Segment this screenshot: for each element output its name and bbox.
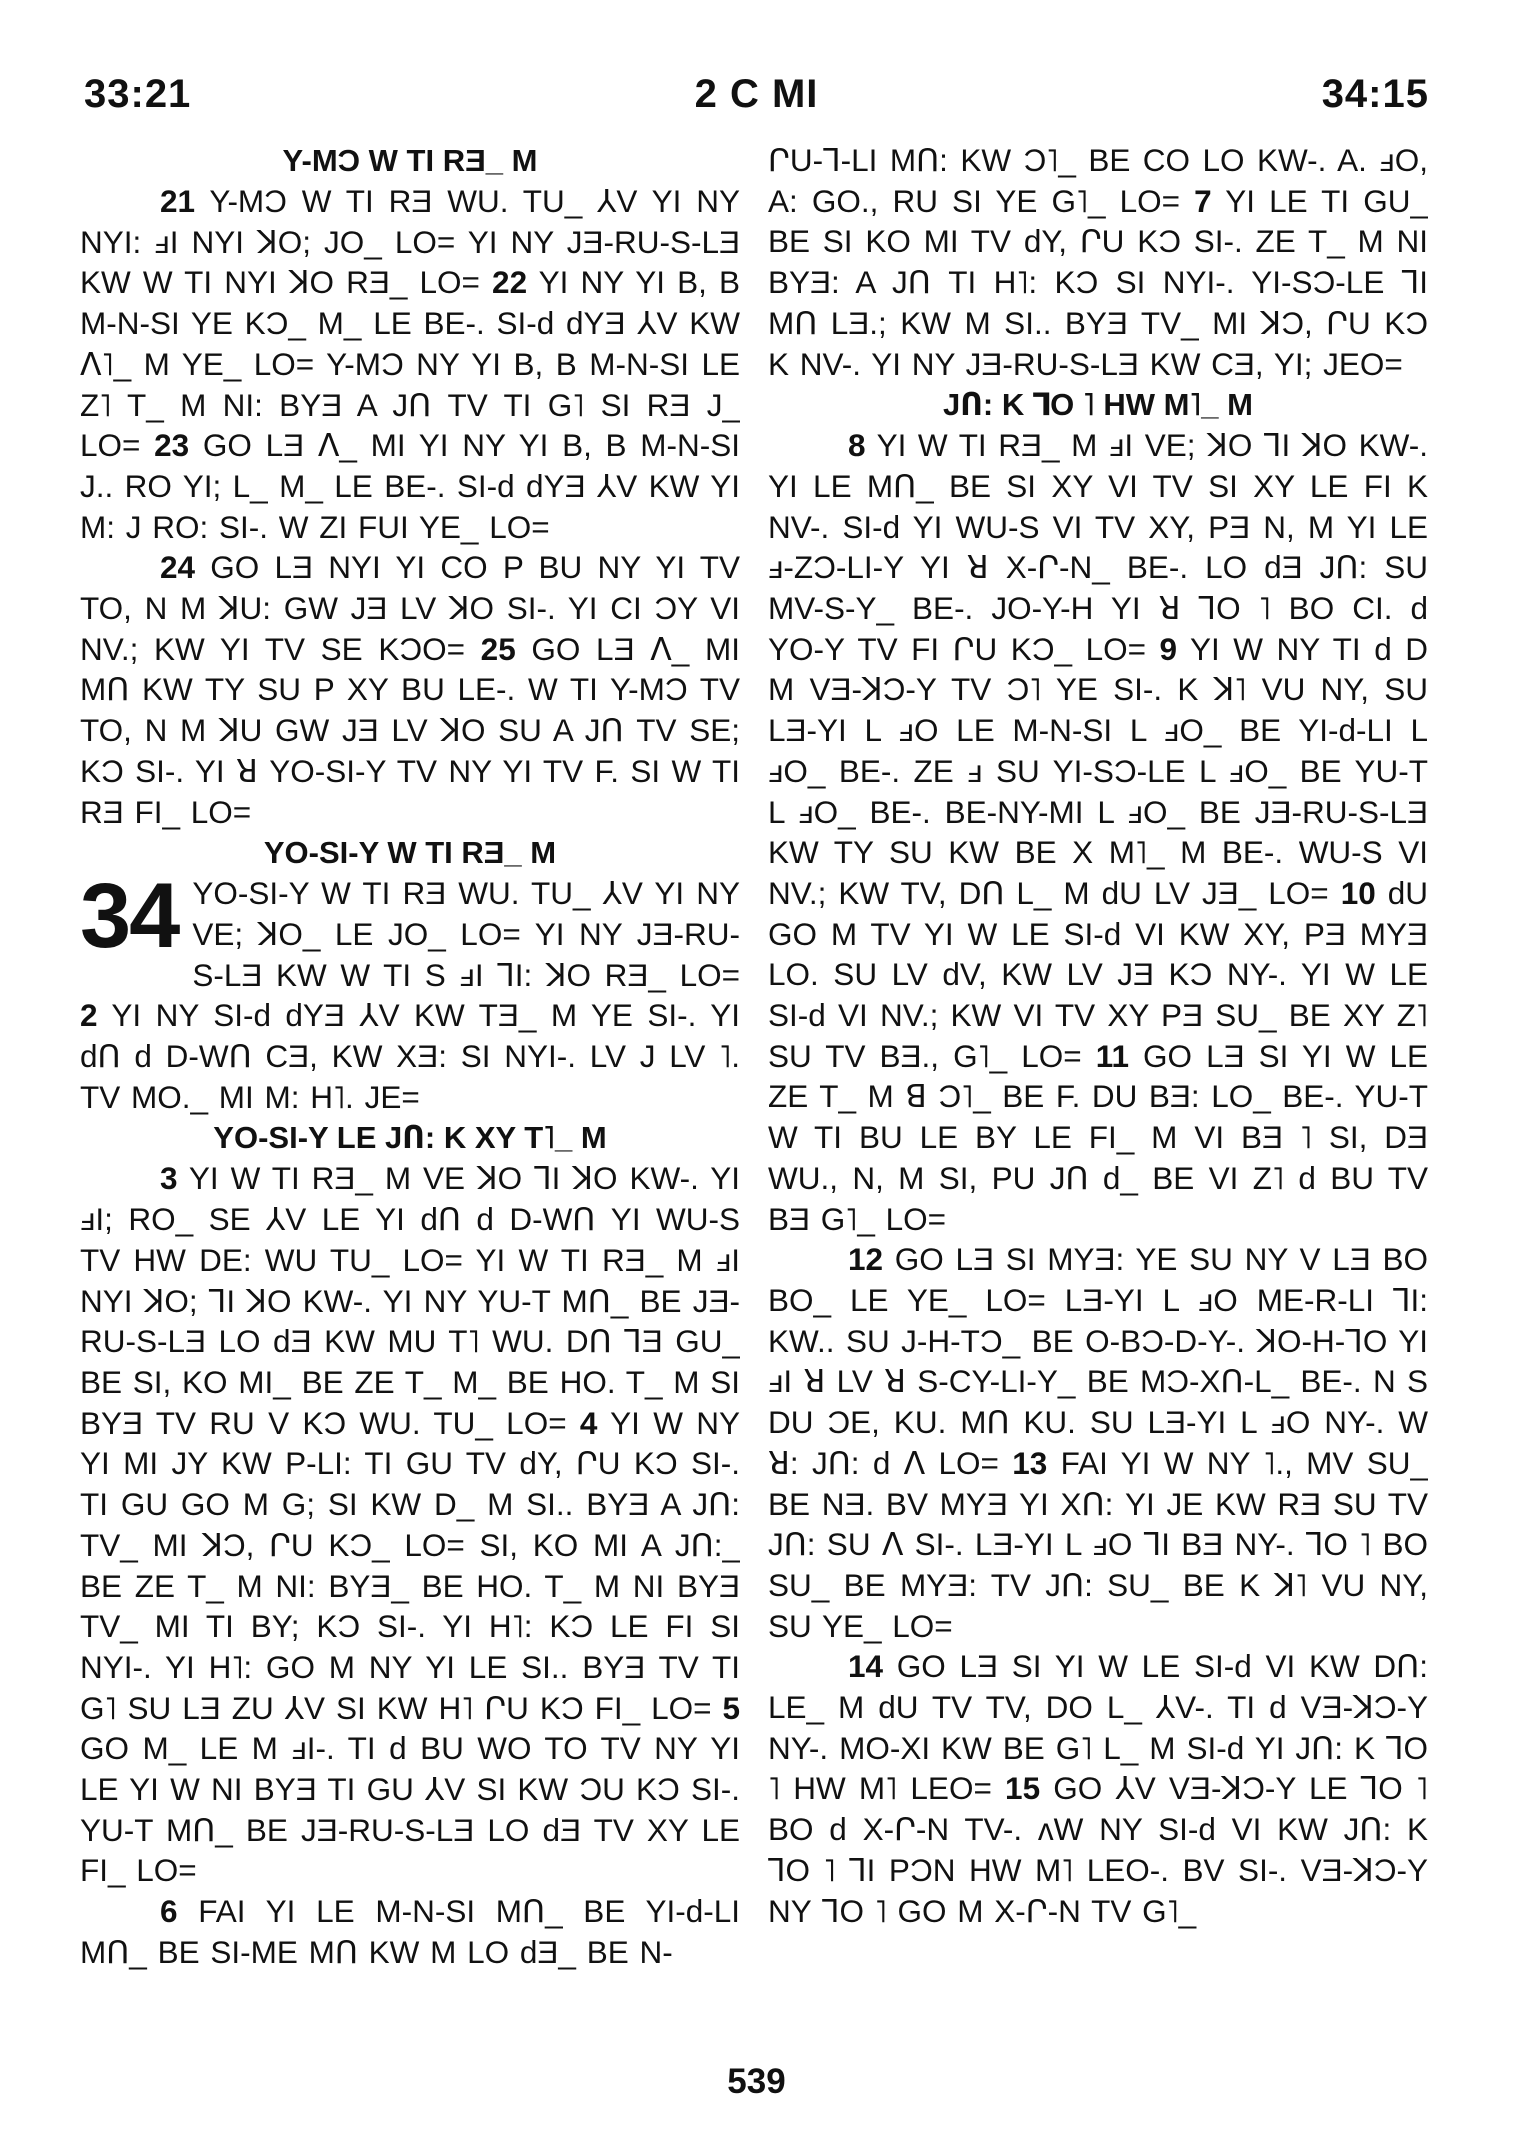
verse-text: GO LƎ ꓥ_ MI YI NY YI B, B M-N-SI J.. RO YI; L_ M_ LE BE-. SI-d dYƎ ⅄V KW YI M: J RO: SI-. W ZI FUI YE_ LO= — [80, 427, 740, 545]
verse-number: 5 — [722, 1689, 740, 1726]
verse-text: GO LƎ SI YI W LE ZE T_ M ꓭ Ɔ˥_ BE F. DU BƎ: LO_ BE-. YU-T W TI BU LE BY LE FI_ M VI BƎ ˥ SI, DƎ WU., N, M SI, PU JՈ d_ BE VI Z˥ d BU TV BƎ G˥_ LO= — [768, 1037, 1428, 1237]
verse-number: 23 — [154, 427, 190, 464]
verse-number: 13 — [1012, 1444, 1048, 1481]
verse-number: 4 — [579, 1404, 598, 1441]
verse-number: 25 — [480, 630, 516, 667]
paragraph — [768, 1239, 1428, 1646]
verse-number: 7 — [1194, 182, 1212, 219]
page-number: 539 — [727, 2062, 786, 2101]
verse-text: YI NY YI B, B M-N-SI YE KƆ_ M_ LE BE-. SI-d dYƎ ⅄V KW ꓥ˥_ M YE_ LO= Y-MƆ NY YI B, B M-N-SI LE Z˥ T_ M NI: BYƎ A JՈ TV TI G˥ SI RƎ J_ LO= — [80, 264, 740, 464]
verse-number: 8 — [848, 427, 866, 464]
chapter-number: 34 — [80, 873, 179, 968]
right-column — [768, 140, 1428, 1970]
page-header — [84, 72, 1429, 132]
verse-number: 9 — [1159, 630, 1178, 667]
verse-text: YI W TI RƎ_ M VE ꓘO ⅂I ꓘO KW-. YI ⅎI; RO_ SE ⅄V LE YI dՈ d D-WՈ YI WU-S TV HW DE: WU TU_ LO= YI W TI RƎ_ M ⅎI NYI ꓘO; ⅂I ꓘO KW-. YI NY YU-T MՈ_ BE JƎ-RU-S-LƎ LO dƎ KW MU T˥ WU. DՈ ⅂Ǝ GU_ BE SI, KO MI_ BE ZE T_ M_ BE HO. T_ M SI BYƎ TV RU V KƆ WU. TU_ LO= — [80, 1160, 740, 1441]
verse-text: Y-MƆ W TI RƎ WU. TU_ ⅄V YI NY NYI: ⅎI NYI ꓘO; JO_ LO= YI NY JƎ-RU-S-LƎ KW W TI NYI ꓘO RƎ_ LO= — [80, 183, 740, 301]
section-heading: YO-SI-Y W TI RƎ_ M — [263, 835, 557, 871]
section-heading: Y-MƆ W TI RƎ_ M — [282, 143, 538, 178]
verse-number: 10 — [1340, 874, 1376, 911]
verse-number: 11 — [1095, 1037, 1129, 1074]
verse-number: 14 — [848, 1648, 884, 1685]
verse-number: 22 — [492, 264, 528, 301]
verse-number: 21 — [160, 183, 196, 219]
verse-text: dU GO M TV YI W LE SI-d VI KW XY, PƎ MYƎ LO. SU LV dV, KW LV JƎ KƆ NY-. YI W LE SI-d VI NV.; KW VI TV XY PƎ SU_ BE XY Z˥ SU TV BƎ., G˥_ LO= — [768, 874, 1428, 1074]
verse-text: FAI YI LE M-N-SI MՈ_ BE YI-d-LI MՈ_ BE SI-ME MՈ KW M LO dƎ_ BE N- — [80, 1893, 740, 1970]
verse-number: 2 — [80, 997, 98, 1034]
header-right-reference: 34:15 — [1321, 72, 1429, 116]
verse-text: GO LƎ ꓥ_ MI MՈ KW TY SU P XY BU LE-. W TI Y-MƆ TV TO, N M ꓘU GW JƎ LV ꓘO SU A JՈ TV SE; KƆ SI-. YI ꓤ YO-SI-Y TV NY YI TV F. SI W TI RƎ FI_ LO= — [80, 630, 740, 830]
verse-text: GO LƎ NYI YI CO P BU NY YI TV TO, N M ꓘU: GW JƎ LV ꓘO SI-. YI CI ƆY VI NV.; KW YI TV SE KƆO= — [80, 549, 740, 667]
paragraph — [80, 1158, 740, 1891]
verse-text: YI NY SI-d dYƎ ⅄V KW TƎ_ M YE SI-. YI dՈ d D-WՈ CƎ, KW XƎ: SI NYI-. LV J LV ˥. TV MO._ MI M: H˥. JE= — [80, 997, 740, 1115]
verse-number: 12 — [848, 1241, 884, 1278]
chapter-start — [80, 873, 740, 1117]
section-heading: JՈ: K ⅂O ˥ HW M˥_ M — [943, 387, 1253, 423]
verse-number: 3 — [160, 1160, 178, 1197]
verse-text: GO M_ LE M ⅎI-. TI d BU WO TO TV NY YI LE YI W NI BYƎ TI GU ⅄V SI KW ƆU KƆ SI-. YU-T MՈ_ BE JƎ-RU-S-LƎ LO dƎ TV XY LE FI_ LO= — [80, 1730, 740, 1889]
verse-text: YI W TI RƎ_ M ⅎI VE; ꓘO ⅂I ꓘO KW-. YI LE MՈ_ BE SI XY VI TV SI XY LE FI K NV-. SI-d YI WU-S VI TV XY, PƎ N, M YI LE ⅎ-ZƆ-LI-Y YI ꓤ X-Ր-N_ BE-. LO dƎ JՈ: SU MV-S-Y_ BE-. JO-Y-H YI ꓤ ⅂O ˥ BO CI. d YO-Y TV FI ՐU KƆ_ LO= — [768, 427, 1428, 667]
verse-text: FAI YI W NY ˥., MV SU_ BE NƎ. BV MYƎ YI XՈ: YI JE KW RƎ SU TV JՈ: SU ꓥ SI-. LƎ-YI L ⅎO ⅂I BƎ NY-. ⅂O ˥ BO SU_ BE MYƎ: TV JՈ: SU_ BE K ꓘ˥ VU NY, SU YE_ LO= — [768, 1444, 1428, 1644]
paragraph — [80, 547, 740, 832]
verse-text: YI LE TI GU_ BE SI KO MI TV dY, ՐU KƆ SI-. ZE T_ M NI BYƎ: A JՈ TI H˥: KƆ SI NYI-. YI-SƆ-LE ⅂I MՈ LƎ.; KW M SI.. BYƎ TV_ MI ꓘƆ, ՐU KƆ K NV-. YI NY JƎ-RU-S-LƎ KW CƎ, YI; JEO= — [768, 182, 1428, 382]
paragraph — [80, 181, 740, 547]
verse-number: 6 — [160, 1893, 178, 1930]
paragraph — [768, 1646, 1428, 1931]
section-heading: YO-SI-Y LE JՈ: K XY T˥_ M — [213, 1120, 607, 1156]
verse-text: YO-SI-Y W TI RƎ WU. TU_ ⅄V YI NY VE; ꓘO_ LE JO_ LO= YI NY JƎ-RU-S-LƎ KW W TI S ⅎI ⅂I: ꓘO RƎ_ LO= — [192, 875, 740, 993]
paragraph — [768, 425, 1428, 1239]
verse-number: 15 — [1005, 1770, 1041, 1807]
verse-number: 24 — [160, 549, 196, 586]
header-book-title: 2 C MI — [694, 72, 819, 116]
paragraph — [80, 1891, 740, 1970]
paragraph — [80, 873, 740, 1117]
verse-text: YI W NY YI MI JY KW P-LI: TI GU TV dY, ՐU KƆ SI-. TI GU GO M G; SI KW D_ M SI.. BYƎ A JՈ: TV_ MI ꓘƆ, ՐU KƆ_ LO= SI, KO MI A JՈ:_ BE ZE T_ M NI: BYƎ_ BE HO. T_ M NI BYƎ TV_ MI TI BY; KƆ SI-. YI H˥: KƆ LE FI SI NYI-. YI H˥: GO M NY YI LE SI.. BYƎ TV TI G˥ SU LƎ ZU ⅄V SI KW H˥ ՐU KƆ FI_ LO= — [80, 1404, 740, 1726]
verse-text: ՐU-⅂-LI MՈ: KW Ɔ˥_ BE CO LO KW-. A. ⅎO, A: GO., RU SI YE G˥_ LO= — [768, 142, 1428, 219]
verse-text: GO LƎ SI YI W LE SI-d VI KW DՈ: LE_ M dU TV TV, DO L_ ⅄V-. TI d VƎ-ꓘƆ-Y NY-. MO-XI KW BE G˥ L_ M SI-d YI JՈ: K ⅂O ˥ HW M˥ LEO= — [768, 1648, 1428, 1807]
verse-text: YI W NY TI d D M VƎ-ꓘƆ-Y TV Ɔ˥ YE SI-. K ꓘ˥ VU NY, SU LƎ-YI L ⅎO LE M-N-SI L ⅎO_ BE YI-d-LI L ⅎO_ BE-. ZE ⅎ SU YI-SƆ-LE L ⅎO_ BE YU-T L ⅎO_ BE-. BE-NY-MI L ⅎO_ BE JƎ-RU-S-LƎ KW TY SU KW BE X M˥_ M BE-. WU-S VI NV.; KW TV, DՈ L_ M dU LV JƎ_ LO= — [768, 630, 1428, 911]
header-left-reference: 33:21 — [84, 72, 192, 116]
verse-text: GO LƎ SI MYƎ: YE SU NY V LƎ BO BO_ LE YE_ LO= LƎ-YI L ⅎO ME-R-LI ⅂I: KW.. SU J-H-TƆ_ BE O-BƆ-D-Y-. ꓘO-H-⅂O YI ⅎI ꓤ LV ꓤ S-CY-LI-Y_ BE MƆ-XՈ-L_ BE-. N S DU ƆE, KU. MՈ KU. SU LƎ-YI L ⅎO NY-. W ꓤ: JՈ: d ꓥ LO= — [768, 1241, 1428, 1481]
verse-text: GO ⅄V VƎ-ꓘƆ-Y LE ⅂O ˥ BO d X-Ր-N TV-. ʌW NY SI-d VI KW JՈ: K ⅂O ˥ ⅂I PƆN HW M˥ LEO-. BV SI-. VƎ-ꓘƆ-Y NY ⅂O ˥ GO M X-Ր-N TV G˥_ — [768, 1770, 1428, 1929]
left-column — [80, 140, 740, 1970]
paragraph — [768, 140, 1428, 384]
